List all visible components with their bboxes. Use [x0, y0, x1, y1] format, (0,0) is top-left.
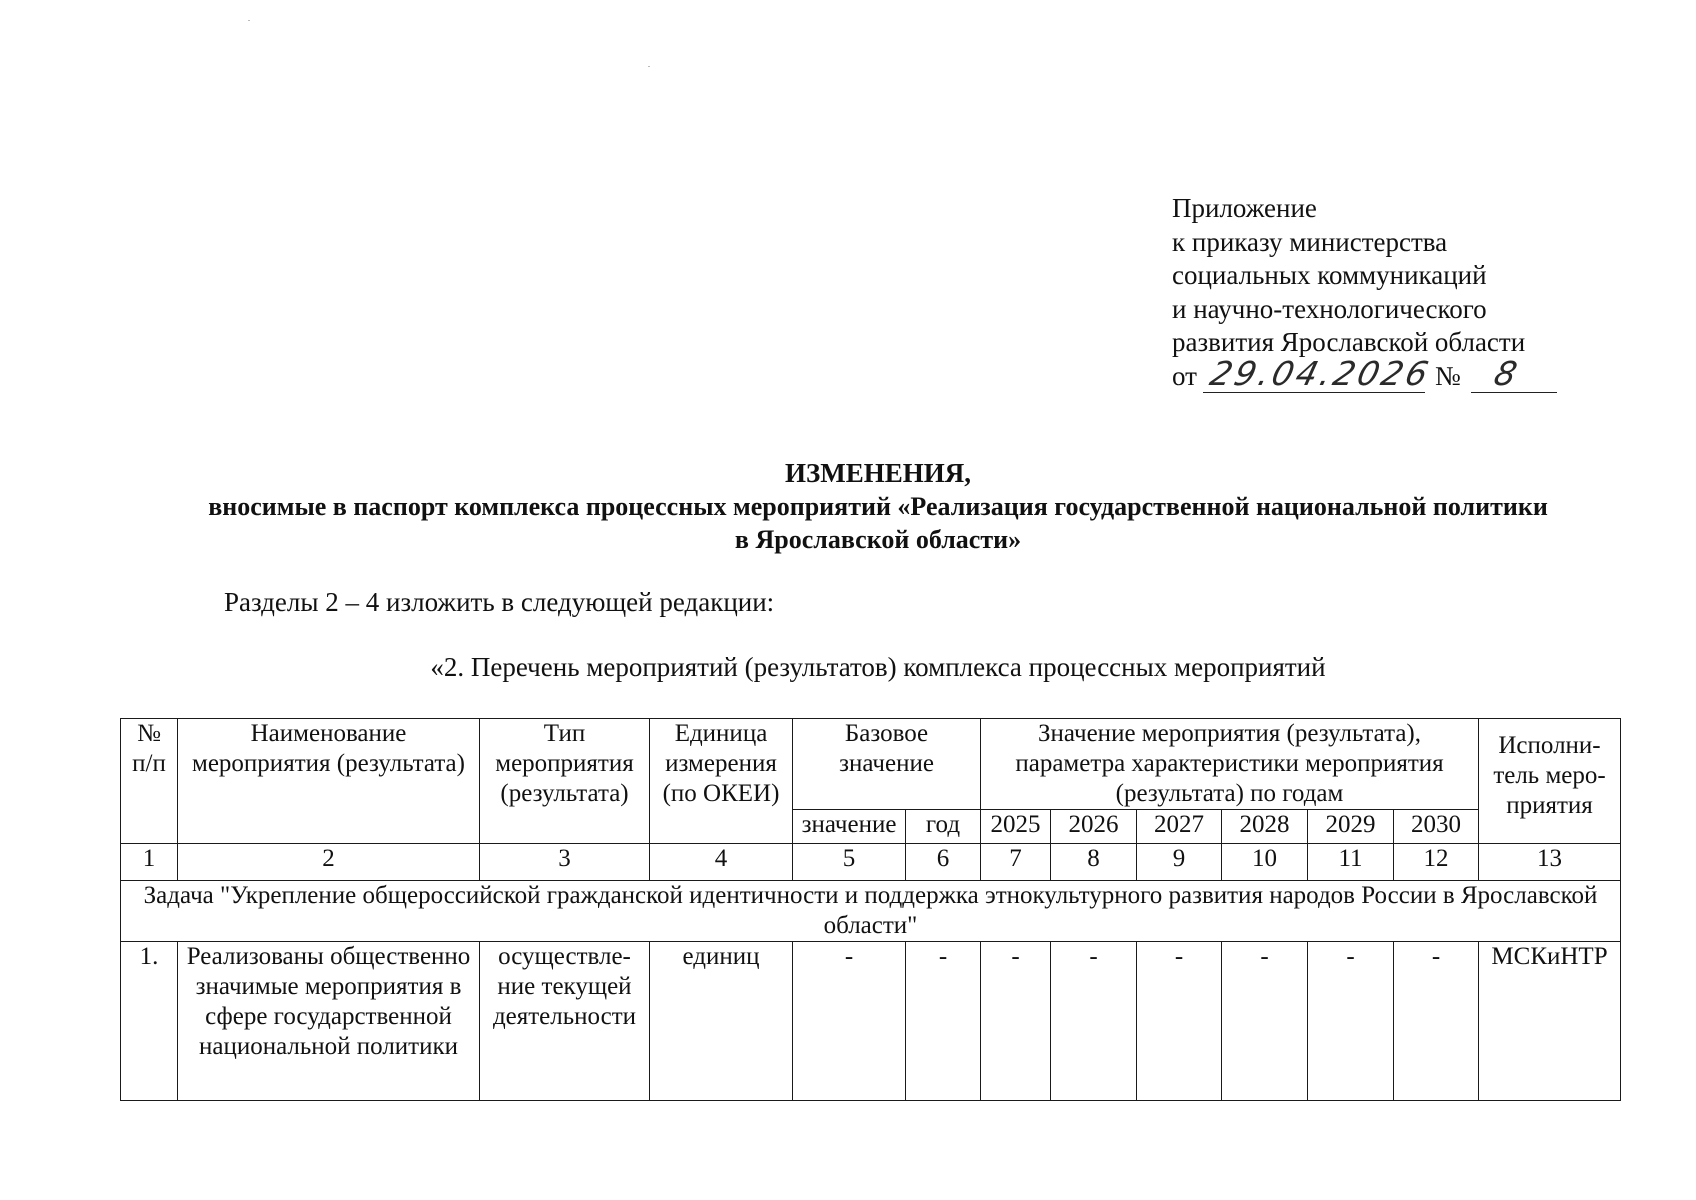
task-row [121, 881, 1621, 942]
column-number: 8 [1051, 844, 1137, 881]
table-header-row [121, 719, 1621, 810]
header-base: Базовое значение [793, 719, 981, 810]
column-number: 7 [981, 844, 1051, 881]
appendix-line: и научно-технологического [1172, 293, 1487, 324]
column-number: 6 [906, 844, 981, 881]
column-number-row [121, 844, 1621, 881]
number-field [1471, 354, 1557, 393]
table-row [121, 942, 1621, 1101]
row-num: 1. [121, 942, 178, 1101]
row-value-2028: - [1222, 942, 1308, 1101]
title-line-2: вносимые в паспорт комплекса процессных мероприятий «Реализация государственной национальной политики [208, 492, 1548, 521]
scan-speck [248, 20, 250, 21]
measures-table [120, 718, 1621, 1101]
appendix-line: развития Ярославской области [1172, 327, 1526, 357]
appendix-block [1172, 192, 1557, 393]
task-heading: Задача "Укрепление общероссийской гражданской идентичности и поддержка этнокультурного развития народов России в Ярославской области" [121, 881, 1621, 942]
row-value-2026: - [1051, 942, 1137, 1101]
header-values: Значение мероприятия (результата), параметра характеристики мероприятия (результата) по годам [981, 719, 1479, 810]
header-name: Наименование мероприятия (результата) [178, 719, 480, 844]
header-year: 2030 [1394, 810, 1479, 844]
column-number: 2 [178, 844, 480, 881]
column-number: 4 [650, 844, 793, 881]
intro-paragraph: Разделы 2 – 4 изложить в следующей редакции: [224, 587, 775, 617]
title-line-3: в Ярославской области» [734, 525, 1022, 554]
column-number: 10 [1222, 844, 1308, 881]
column-number: 13 [1479, 844, 1621, 881]
column-number: 11 [1308, 844, 1394, 881]
date-number-row [1172, 354, 1557, 394]
row-value-2029: - [1308, 942, 1394, 1101]
header-year: 2026 [1051, 810, 1137, 844]
table-caption: «2. Перечень мероприятий (результатов) комплекса процессных мероприятий [430, 652, 1326, 682]
column-number: 12 [1394, 844, 1479, 881]
header-year: 2029 [1308, 810, 1394, 844]
column-number: 1 [121, 844, 178, 881]
row-executor: МСКиНТР [1479, 942, 1621, 1101]
column-number: 5 [793, 844, 906, 881]
date-field [1203, 354, 1435, 393]
header-base-value: значение [793, 810, 906, 844]
header-year: 2028 [1222, 810, 1308, 844]
scan-speck [648, 66, 650, 67]
column-number: 9 [1137, 844, 1222, 881]
handwritten-number: 8 [1489, 354, 1524, 393]
header-year: 2025 [981, 810, 1051, 844]
handwritten-date: 29.04.2026 [1206, 354, 1435, 393]
header-type: Тип мероприятия (результата) [480, 719, 650, 844]
appendix-line: Приложение [1172, 193, 1317, 223]
row-base-value: - [793, 942, 906, 1101]
row-base-year: - [906, 942, 981, 1101]
header-num: № п/п [121, 719, 178, 844]
header-executor: Исполни-тель меро-приятия [1479, 719, 1621, 844]
row-value-2030: - [1394, 942, 1479, 1101]
header-unit: Единица измерения (по ОКЕИ) [650, 719, 793, 844]
title-line-1: ИЗМЕНЕНИЯ, [784, 458, 971, 488]
row-type: осуществле-ние текущей деятельности [480, 942, 650, 1101]
header-year: 2027 [1137, 810, 1222, 844]
appendix-line: к приказу министерства [1172, 226, 1448, 257]
row-value-2025: - [981, 942, 1051, 1101]
appendix-line: социальных коммуникаций [1172, 260, 1487, 290]
document-title [120, 457, 1636, 556]
row-name: Реализованы общественно значимые мероприятия в сфере государственной национальной политики [178, 942, 480, 1101]
date-prefix: от [1172, 360, 1197, 391]
row-value-2027: - [1137, 942, 1222, 1101]
column-number: 3 [480, 844, 650, 881]
row-unit: единиц [650, 942, 793, 1101]
header-base-year: год [906, 810, 981, 844]
number-label: № [1434, 360, 1461, 391]
